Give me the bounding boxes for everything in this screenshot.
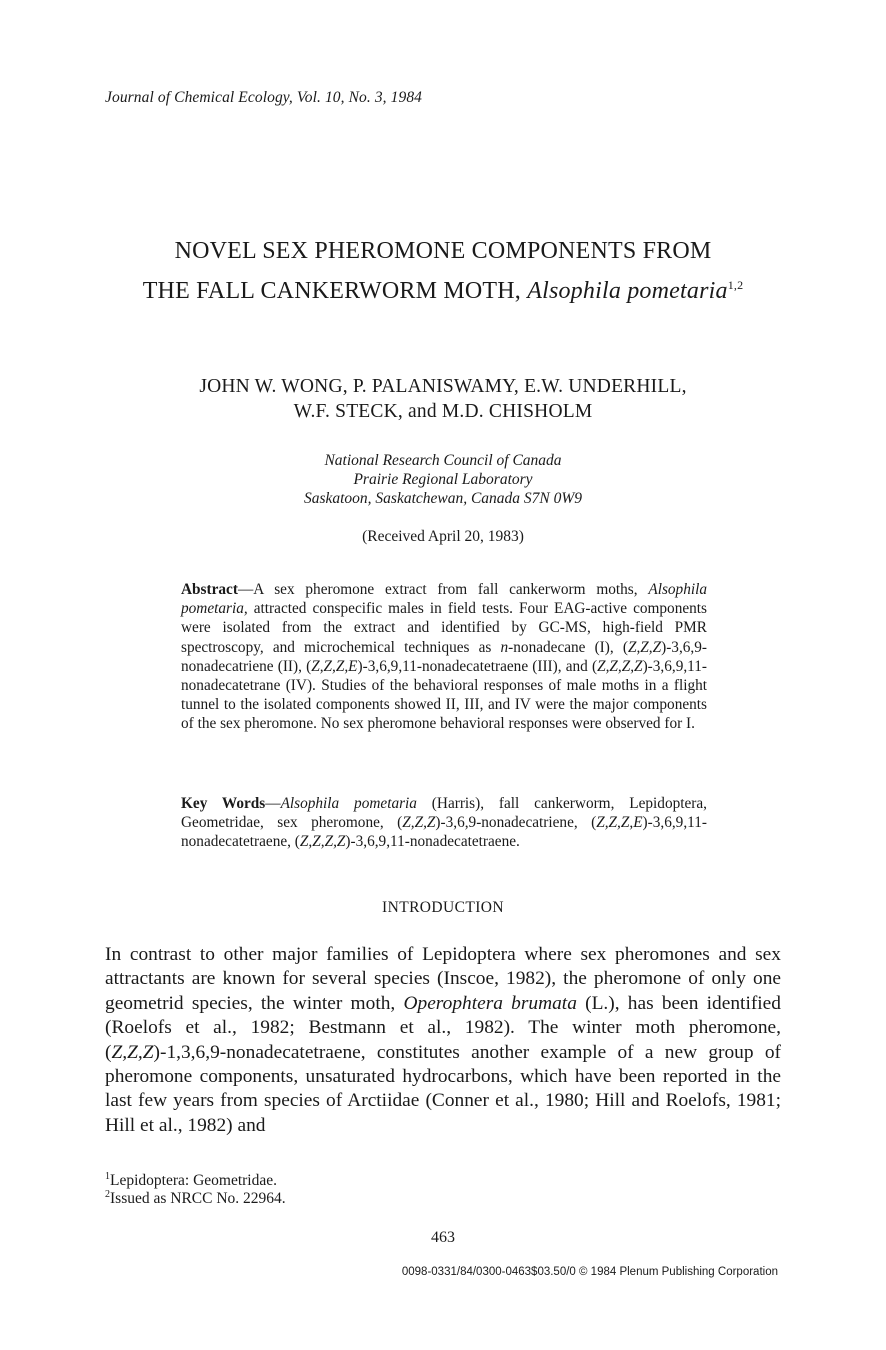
key-words-label: Key Words [181,795,266,812]
abstract-label: Abstract [181,581,238,598]
title-footnote-marks: 1,2 [727,278,744,292]
affiliation-line-2: Prairie Regional Laboratory [353,471,533,488]
footnote-1: $^1$Lepidoptera: Geometridae. [105,1171,277,1190]
copyright-line: 0098-0331/84/0300-0463$03.50/0 © 1984 Plenum Publishing Corporation [401,1266,778,1278]
article-title-prefix: THE FALL CANKERWORM MOTH, [142,278,528,304]
introduction-paragraph: In contrast to other major families of Lepidoptera where sex pheromones and sex attractants are known for several species (Inscoe, 1982), the pheromone of only one geometrid species, the winter moth, Operophtera brumata (L.), has been identified (Roelofs et al., 1982; Bestmann et al., 1982). The winter moth pheromone, (Z,Z,Z)-1,3,6,9-nonadecatetraene, constitutes another example of a new group of pheromone components, unsaturated hydrocarbons, which have been reported in the last few years from species of Arctiidae (Conner et al., 1980; Hill and Roelofs, 1981; Hill et al., 1982) and [105,944,781,1136]
abstract: Abstract—A sex pheromone extract from fall cankerworm moths, Alsophila pometaria, attracted conspecific males in field tests. Four EAG-active components were isolated from the extract and identified by GC-MS, high-field PMR spectroscopy, and microchemical techniques as n-nonadecane (I), (Z,Z,Z)-3,6,9-nonadecatriene (II), (Z,Z,Z,E)-3,6,9,11-nonadecatetraene (III), and (Z,Z,Z,Z)-3,6,9,11-nonadecatetrane (IV). Studies of the behavioral responses of male moths in a flight tunnel to the isolated components showed II, III, and IV were the major components of the sex pheromone. No sex pheromone behavioral responses were observed for I. [181,581,708,733]
authors-line-1: JOHN W. WONG, P. PALANISWAMY, E.W. UNDERHILL, [199,376,687,397]
footnote-2: $^2$Issued as NRCC No. 22964. [105,1189,286,1208]
journal-citation: Journal of Chemical Ecology, Vol. 10, No. 3, 1984 [105,89,423,106]
key-words: Key Words—Alsophila pometaria (Harris), fall cankerworm, Lepidoptera, Geometridae, sex pheromone, (Z,Z,Z)-3,6,9-nonadecatriene, (Z,Z,Z,E)-3,6,9,11-nonadecatetraene, (Z,Z,Z,Z)-3,6,9,11-nonadecatetraene. [181,795,707,851]
page-number: 463 [431,1229,455,1246]
affiliation-line-3: Saskatoon, Saskatchewan, Canada S7N 0W9 [303,490,583,507]
affiliation-line-1: National Research Council of Canada [324,452,562,469]
article-title-line-1: NOVEL SEX PHEROMONE COMPONENTS FROM [174,238,712,264]
article-title-line-2 [0,269,886,307]
article-title-species: Alsophila pometaria$^{1,2}$ [527,278,744,304]
received-date: (Received April 20, 1983) [362,528,524,545]
introduction-heading: INTRODUCTION [382,899,504,916]
authors-line-2: W.F. STECK, and M.D. CHISHOLM [293,401,593,422]
